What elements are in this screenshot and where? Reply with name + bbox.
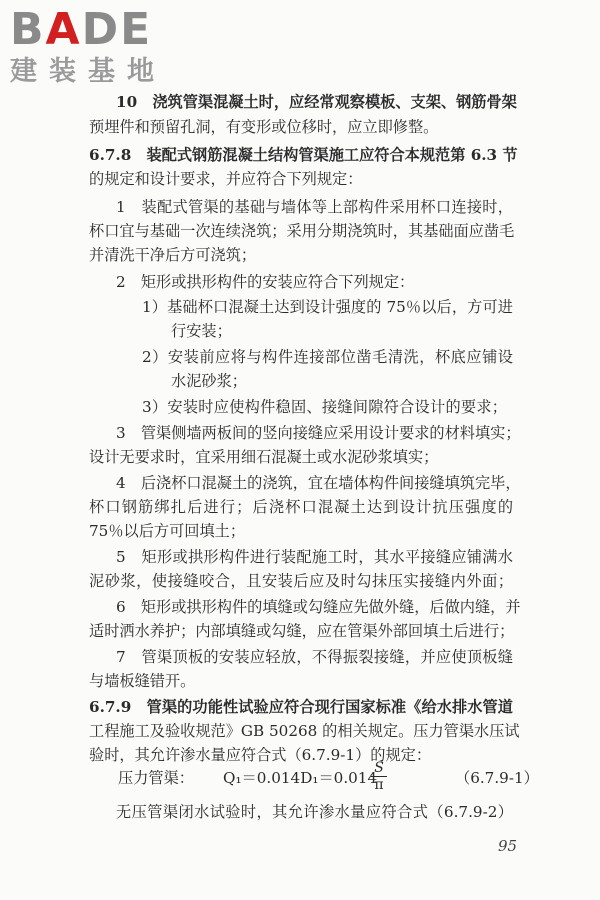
text-line: 6 矩形或拱形构件的填缝或勾缝应先做外缝，后做内缝，并 [116, 598, 521, 616]
logo-wordmark: BADE [10, 4, 153, 55]
section-heading-6-7-8: 6.7.8 装配式钢筋混凝土结构管渠施工应符合本规范第 6.3 节 [89, 146, 518, 164]
text-line: 的规定和设计要求，并应符合下列规定： [89, 170, 363, 188]
text-line: 3）安装时应使构件稳固、接缝间隙符合设计的要求； [142, 398, 507, 416]
text-line: 75％以后方可回填土； [89, 522, 246, 540]
text-line: 1）基础杯口混凝土达到设计强度的 75％以后，方可进 [142, 298, 513, 316]
text-line: 与墙板缝错开。 [89, 672, 196, 690]
text-line: 行安装； [171, 322, 232, 340]
text-line: 7 管渠顶板的安装应轻放，不得振裂接缝，并应使顶板缝 [116, 648, 513, 666]
formula-expression: Q₁＝0.014D₁＝0.014 [223, 769, 378, 787]
text-line: 水泥砂浆； [171, 372, 247, 390]
text-line: 泥砂浆，使接缝咬合，且安装后应及时勾抹压实接缝内外面； [89, 572, 513, 590]
text-line: 无压管渠闭水试验时，其允许渗水量应符合式（6.7.9-2） [116, 803, 513, 821]
page-number: 95 [498, 837, 518, 855]
text-line: 10 浇筑管渠混凝土时，应经常观察模板、支架、钢筋骨架 [116, 93, 517, 111]
text-line: 验时，其允许渗水量应符合式（6.7.9-1）的规定： [89, 746, 432, 764]
formula-fraction [371, 760, 387, 793]
formula-label: 压力管渠： [118, 769, 194, 787]
section-heading-6-7-9: 6.7.9 管渠的功能性试验应符合现行国家标准《给水排水管道 [89, 698, 513, 716]
text-line: 5 矩形或拱形构件进行装配施工时，其水平接缝应铺满水 [116, 548, 513, 566]
text-line: 2）安装前应将与构件连接部位凿毛清洗，杯底应铺设 [142, 348, 513, 366]
fraction-denominator: π [374, 777, 384, 793]
text-line: 并清洗干净后方可浇筑； [89, 246, 257, 264]
equation-number: （6.7.9-1） [455, 769, 539, 787]
bade-logo [10, 6, 172, 88]
text-line: 4 后浇杯口混凝土的浇筑，宜在墙体构件间接缝填筑完毕， [116, 474, 521, 492]
text-line: 杯口宜与基础一次连续浇筑；采用分期浇筑时，其基础面应凿毛 [89, 222, 515, 240]
fraction-numerator: S [371, 760, 387, 777]
text-line: 设计无要求时，宜采用细石混凝土或水泥砂浆填实； [89, 448, 439, 466]
logo-subtitle: 建装基地 [10, 56, 166, 87]
text-line: 1 装配式管渠的基础与墙体等上部构件采用杯口连接时， [116, 198, 513, 216]
text-line: 2 矩形或拱形构件的安装应符合下列规定： [116, 273, 415, 291]
text-line: 适时洒水养护；内部填缝或勾缝，应在管渠外部回填土后进行； [89, 622, 515, 640]
text-line: 预埋件和预留孔洞，有变形或位移时，应立即修整。 [89, 118, 439, 136]
text-line: 杯口钢筋绑扎后进行；后浇杯口混凝土达到设计抗压强度的 [89, 498, 513, 516]
text-line: 3 管渠侧墙两板间的竖向接缝应采用设计要求的材料填实； [116, 424, 521, 442]
text-line: 工程施工及验收规范》GB 50268 的相关规定。压力管渠水压试 [89, 722, 520, 740]
